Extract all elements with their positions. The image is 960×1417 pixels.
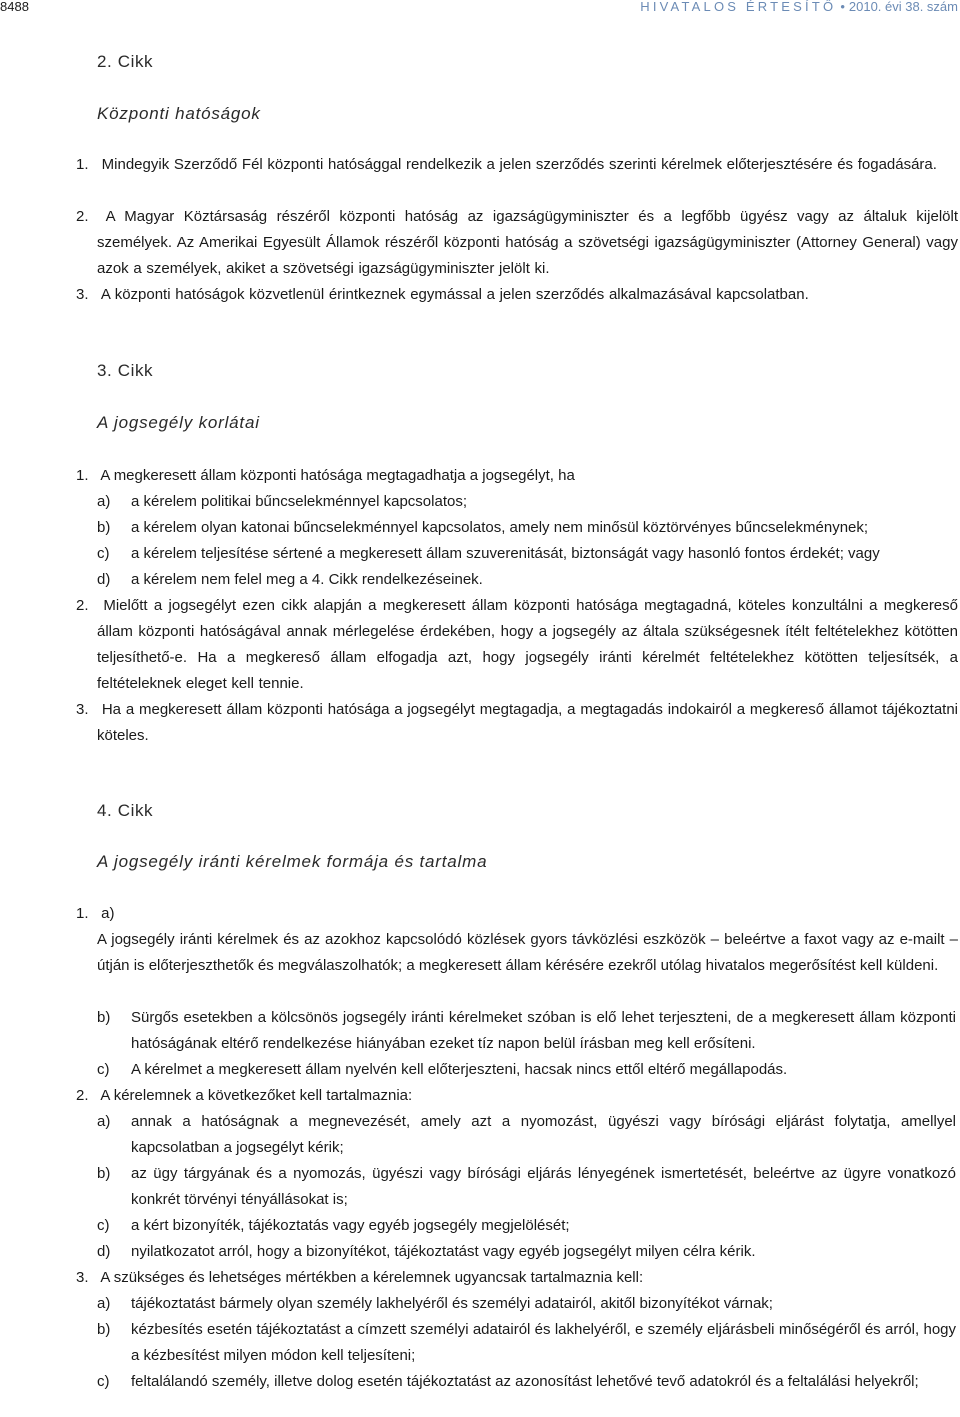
para-number: 1. [76, 467, 89, 484]
art3-para-2 [76, 593, 958, 697]
item-text: feltalálandó személy, illetve dolog esetén tájékoztatást az azonosítást lehetővé tevő adatokról és a feltalálási helyekről; [131, 1373, 919, 1390]
item-label: d) [97, 571, 111, 588]
para-text: Ha a megkeresett állam központi hatósága a jogsegélyt megtagadja, a megtagadás indokairól a megkereső államot tájékoztatni köteles. [97, 701, 958, 744]
page-header [0, 0, 960, 14]
item-label: a) [97, 1295, 111, 1312]
article-2-number: 2. Cikk [97, 52, 154, 71]
list-item [0, 515, 958, 541]
article-3-number: 3. Cikk [97, 361, 154, 380]
item-text: annak a hatóságnak a megnevezését, amely azt a nyomozást, ügyészi vagy bírósági eljárást folytatja, amellyel kapcsolatban a jogsegélyt kérik; [131, 1113, 956, 1156]
para-text: A központi hatóságok közvetlenül érintkeznek egymással a jelen szerződés alkalmazásával kapcsolatban. [100, 286, 809, 303]
art4-para-2-items [0, 1109, 958, 1265]
item-text: a kérelem nem felel meg a 4. Cikk rendelkezéseinek. [131, 571, 483, 588]
art4-para-2 [76, 1083, 958, 1109]
para-text: A megkeresett állam központi hatósága megtagadhatja a jogsegélyt, ha [100, 467, 575, 484]
para-number: 2. [76, 208, 89, 225]
item-label: c) [97, 545, 110, 562]
article-3-title: A jogsegély korlátai [97, 413, 260, 432]
para-text: A szükséges és lehetséges mértékben a kérelemnek ugyancsak tartalmaznia kell: [100, 1269, 644, 1286]
art3-para-1-items [0, 489, 958, 593]
item-label: a) [97, 1113, 111, 1130]
art4-para-3-items [0, 1291, 958, 1395]
article-4-number: 4. Cikk [97, 801, 154, 820]
item-text: kézbesítés esetén tájékoztatást a címzett személyi adatairól és lakhelyéről, e személy eljárásbeli minőségéről és arról, hogy a kézbesítést milyen módon kell teljesíteni; [131, 1321, 956, 1364]
list-item [0, 1369, 958, 1395]
item-text: a kérelem teljesítése sértené a megkeresett állam szuverenitását, biztonságát vagy hasonló fontos érdekét; vagy [131, 545, 880, 562]
list-item [0, 1161, 958, 1213]
para-text: A Magyar Köztársaság részéről központi hatóság az igazságügyminiszter és a legfőbb ügyész vagy az általuk kijelölt személyek. Az Amerikai Egyesült Államok részéről központi hatóság a szövetségi igazságügyminiszter (Attorney General) vagy azok a személyek, akiket a szövetségi igazságügyminiszter jelölt ki. [97, 208, 958, 277]
para-number: 2. [76, 1087, 89, 1104]
article-4-title: A jogsegély iránti kérelmek formája és tartalma [97, 852, 488, 871]
art2-para-1 [76, 152, 958, 178]
art4-para-1-head [76, 901, 958, 927]
issue-label: 2010. évi 38. szám [848, 0, 958, 14]
item-text: a kérelem olyan katonai bűncselekménnyel kapcsolatos, amely nem minősül köztörvényes bűncselekménynek; [131, 519, 869, 536]
item-text: Sürgős esetekben a kölcsönös jogsegély iránti kérelmeket szóban is elő lehet terjeszteni, de a megkeresett állam központi hatóságának eltérő rendelkezése hiányában ezeket tíz napon belül írásban meg kell erősíteni. [131, 1009, 956, 1052]
art2-para-3 [76, 282, 958, 308]
item-label: c) [97, 1373, 110, 1390]
list-item [0, 1109, 958, 1161]
art3-para-1 [76, 463, 958, 489]
list-item [0, 1291, 958, 1317]
item-label: b) [97, 1321, 111, 1338]
item-text: nyilatkozatot arról, hogy a bizonyítékot, tájékoztatást vagy egyéb jogsegélyt milyen célra kérik. [131, 1243, 756, 1260]
item-label: a) [97, 493, 111, 510]
list-item [0, 1057, 958, 1083]
art3-para-3 [76, 697, 958, 749]
item-text: A kérelmet a megkeresett állam nyelvén kell előterjeszteni, hacsak nincs ettől eltérő megállapodás. [131, 1061, 788, 1078]
list-item [0, 1213, 958, 1239]
item-text: tájékoztatást bármely olyan személy lakhelyéről és személyi adatairól, akitől bizonyítékot várnak; [131, 1295, 773, 1312]
item-label: b) [97, 1009, 111, 1026]
article-2-title: Központi hatóságok [97, 104, 261, 123]
art4-para-1-items [0, 1005, 958, 1083]
list-item [0, 489, 958, 515]
para-number: 2. [76, 597, 89, 614]
item-text: a kért bizonyíték, tájékoztatás vagy egyéb jogsegély megjelölését; [131, 1217, 570, 1234]
item-label: a) [101, 905, 115, 922]
art4-para-1-a [97, 927, 958, 979]
item-label: d) [97, 1243, 111, 1260]
item-label: b) [97, 1165, 111, 1182]
item-label: c) [97, 1061, 110, 1078]
item-label: c) [97, 1217, 110, 1234]
art4-para-3 [76, 1265, 958, 1291]
para-text: A kérelemnek a következőket kell tartalmaznia: [100, 1087, 413, 1104]
para-number: 1. [76, 905, 89, 922]
art2-para-2 [76, 204, 958, 282]
journal-title: HIVATALOS ÉRTESÍTŐ [640, 0, 837, 14]
para-number: 3. [76, 286, 89, 303]
para-number: 3. [76, 1269, 89, 1286]
item-text: a kérelem politikai bűncselekménnyel kapcsolatos; [131, 493, 468, 510]
list-item [0, 567, 958, 593]
para-text: Mielőtt a jogsegélyt ezen cikk alapján a megkeresett állam központi hatósága megtagadná, köteles konzultálni a megkereső állam központi hatóságával annak mérlegelése érdekében, hogy a jogsegély az általa szükségesnek ítélt feltételekhez kötötten teljesíthető-e. Ha a megkereső állam elfogadja azt, hogy jogsegély iránti kérelmét feltételekhez kötötten teljesítsék, a feltételeknek eleget kell tennie. [97, 597, 958, 692]
page-number: 8488 [0, 0, 29, 14]
list-item [0, 1239, 958, 1265]
item-label: b) [97, 519, 111, 536]
list-item [0, 541, 958, 567]
list-item [0, 1317, 958, 1369]
para-text: A jogsegély iránti kérelmek és az azokhoz kapcsolódó közlések gyors távközlési eszközök – beleértve a faxot vagy az e-mailt – útján is előterjeszthetők és megválaszolhatók; a megkeresett állam kérésére ezekről utólag hivatalos megerősítést kell küldeni. [97, 931, 958, 974]
para-number: 3. [76, 701, 89, 718]
para-number: 1. [76, 156, 89, 173]
item-text: az ügy tárgyának és a nyomozás, ügyészi vagy bírósági eljárás lényegének ismertetését, beleértve az ügyre vonatkozó konkrét törvényi tényállásokat is; [131, 1165, 956, 1208]
journal-info [640, 0, 958, 14]
list-item [0, 1005, 958, 1057]
separator-dot: • [840, 0, 845, 14]
para-text: Mindegyik Szerződő Fél központi hatósággal rendelkezik a jelen szerződés szerinti kérelmek előterjesztésére és fogadására. [101, 156, 937, 173]
